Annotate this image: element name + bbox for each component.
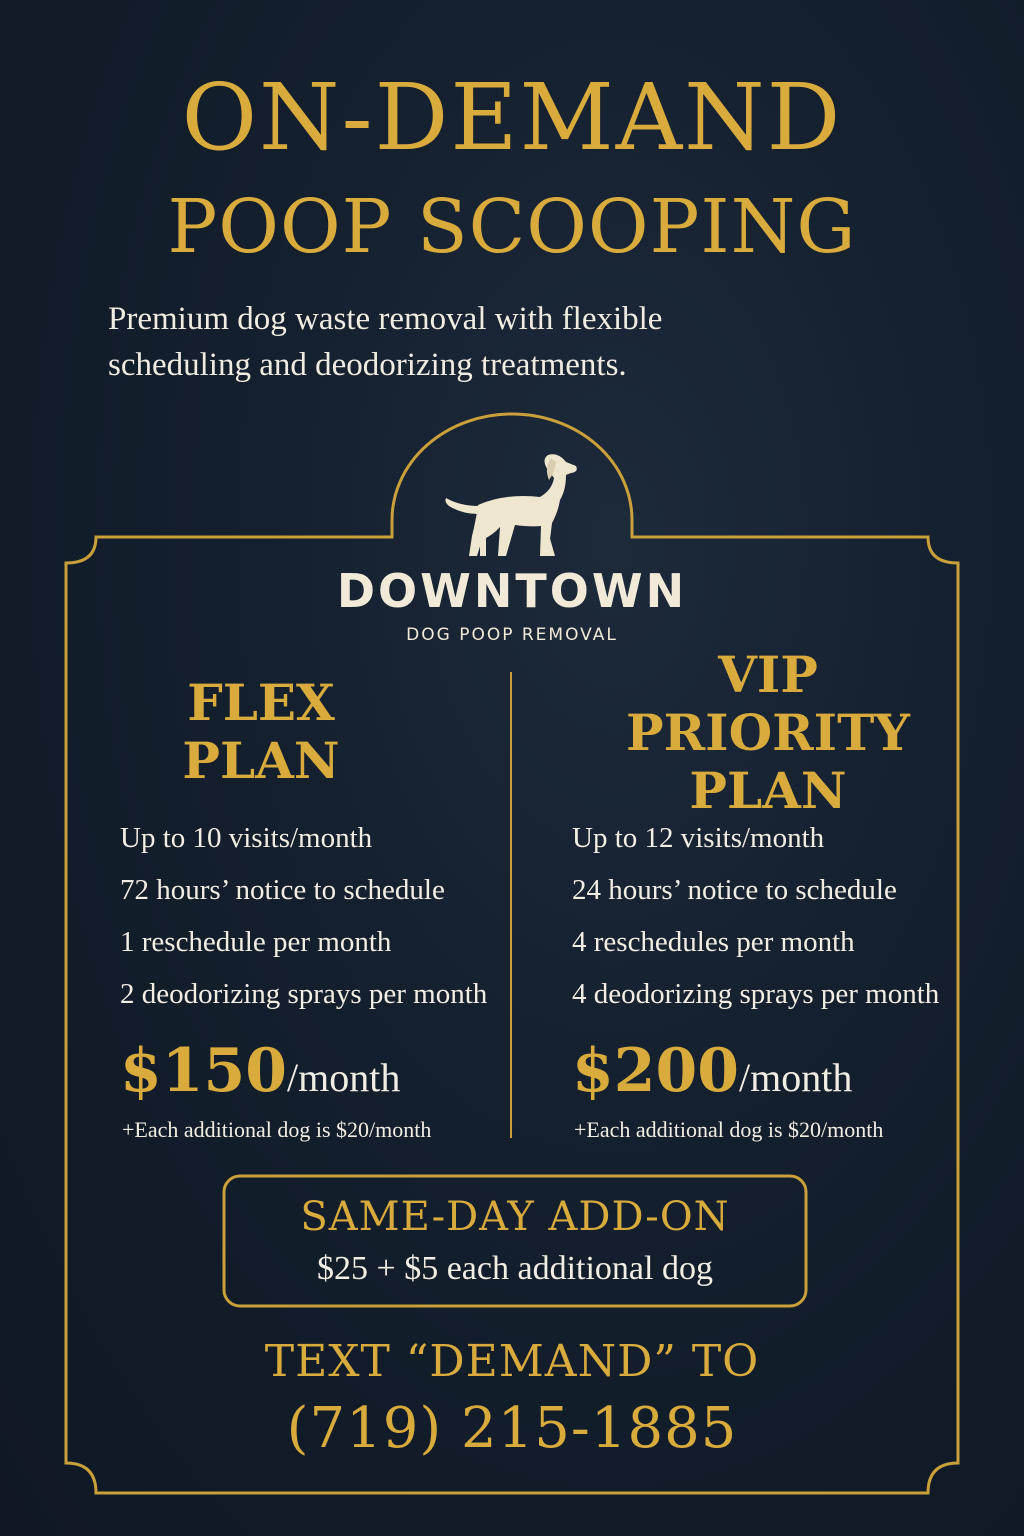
feature-list-vip — [572, 812, 939, 1020]
price-amount: $200 — [572, 1036, 739, 1106]
feature-item: 24 hours’ notice to schedule — [572, 874, 897, 906]
feature-list-flex — [120, 812, 487, 1020]
plan-title-line: PLAN — [689, 761, 847, 820]
price-vip — [572, 1036, 852, 1106]
feature-item: Up to 12 visits/month — [572, 822, 825, 854]
plan-title-flex — [120, 674, 402, 790]
feature-item: 4 reschedules per month — [572, 926, 855, 958]
feature-item: 4 deodorizing sprays per month — [572, 978, 940, 1010]
subtitle-line1: Premium dog waste removal with flexible — [108, 301, 663, 337]
brand-name: DOWNTOWN — [336, 564, 688, 618]
plan-title-line: FLEX — [187, 673, 335, 732]
price-amount: $150 — [120, 1036, 287, 1106]
price-flex — [120, 1036, 400, 1106]
brand-tagline: DOG POOP REMOVAL — [406, 625, 618, 645]
cta-text: TEXT “DEMAND” TO — [264, 1336, 760, 1387]
addon-detail: $25 + $5 each additional dog — [317, 1250, 713, 1287]
plan-title-line: PRIORITY — [626, 703, 910, 762]
feature-item: Up to 10 visits/month — [120, 822, 373, 854]
headline-line1: ON-DEMAND — [181, 64, 843, 171]
note-flex: +Each additional dog is $20/month — [122, 1117, 432, 1142]
plan-title-line: PLAN — [182, 731, 340, 790]
headline-line2: POOP SCOOPING — [167, 184, 857, 270]
dog-silhouette-icon — [445, 454, 576, 556]
note-vip: +Each additional dog is $20/month — [574, 1117, 884, 1142]
cta-phone-number: (719) 215-1885 — [286, 1396, 738, 1461]
plan-title-line: VIP — [718, 645, 818, 704]
feature-item: 72 hours’ notice to schedule — [120, 874, 445, 906]
plan-title-vip — [612, 646, 924, 820]
feature-item: 1 reschedule per month — [120, 926, 392, 958]
feature-item: 2 deodorizing sprays per month — [120, 978, 488, 1010]
subtitle-line2: scheduling and deodorizing treatments. — [108, 347, 627, 383]
price-unit: /month — [287, 1055, 401, 1100]
price-unit: /month — [739, 1055, 853, 1100]
addon-title: SAME-DAY ADD-ON — [300, 1194, 730, 1240]
